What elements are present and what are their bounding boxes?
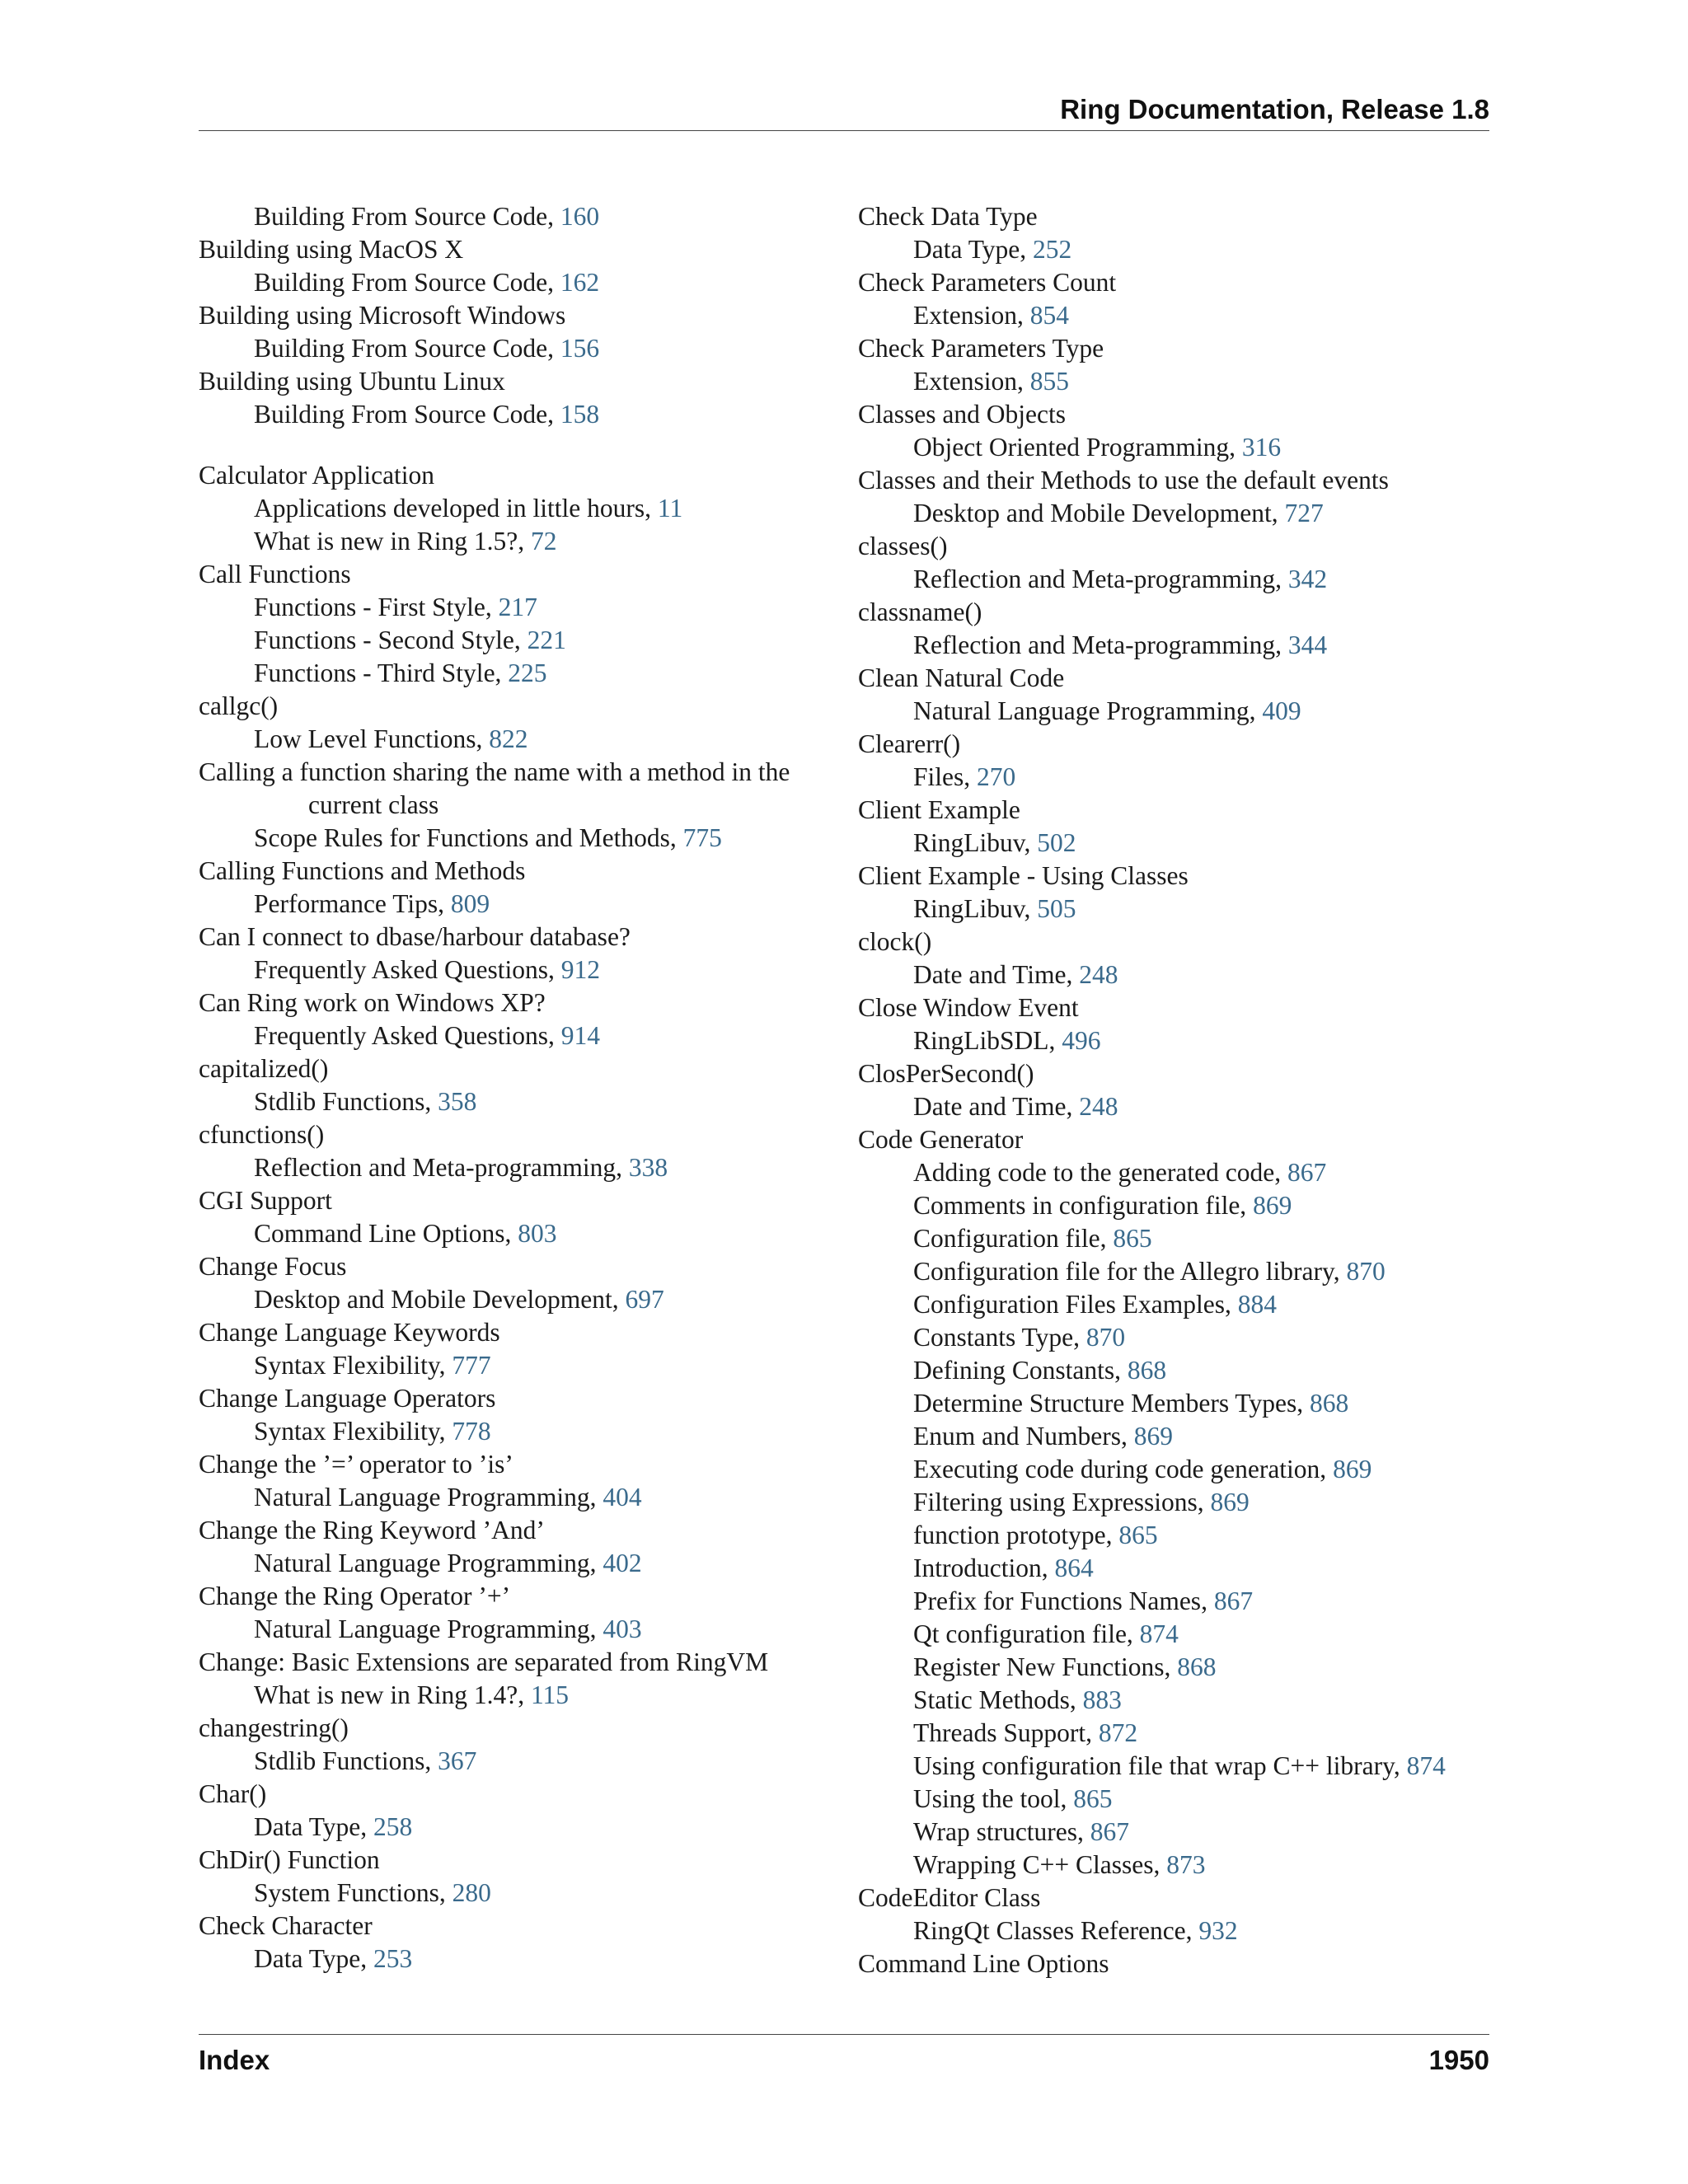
subentry-label: Files, (913, 762, 978, 791)
page-link[interactable]: 777 (452, 1351, 491, 1380)
subentry-label: Adding code to the generated code, (913, 1158, 1287, 1187)
index-entry (199, 1316, 842, 1382)
index-subentry (199, 200, 842, 233)
subentry-label: Date and Time, (913, 960, 1080, 989)
index-subentry (858, 299, 1493, 332)
index-entry (858, 926, 1493, 991)
subentry-label: Desktop and Mobile Development, (913, 499, 1285, 527)
subentry-label: What is new in Ring 1.4?, (254, 1680, 531, 1709)
index-subentry (858, 1420, 1493, 1453)
page-link[interactable]: 803 (518, 1219, 557, 1248)
page-link[interactable]: 883 (1082, 1685, 1122, 1714)
subentry-label: Stdlib Functions, (254, 1087, 438, 1116)
page-link[interactable]: 867 (1287, 1158, 1327, 1187)
subentry-label: Frequently Asked Questions, (254, 1021, 561, 1050)
index-subentry (199, 1481, 842, 1514)
subentry-label: Building From Source Code, (254, 202, 560, 231)
index-entry (199, 1250, 842, 1316)
page-link[interactable]: 775 (682, 823, 722, 852)
index-entry (858, 398, 1493, 464)
index-subentry (858, 827, 1493, 860)
index-topic: Check Data Type (858, 202, 1038, 231)
index-subentry (858, 1783, 1493, 1816)
index-subentry (199, 1019, 842, 1052)
subentry-label: Object Oriented Programming, (913, 433, 1242, 462)
index-subentry (858, 629, 1493, 662)
subentry-label: Functions - Second Style, (254, 626, 528, 654)
index-entry (199, 233, 842, 299)
index-entry (858, 1123, 1493, 1882)
footer-page-number: 1950 (1428, 2045, 1489, 2075)
index-topic: ChDir() Function (199, 1845, 380, 1874)
index-subentry (858, 1486, 1493, 1519)
index-topic: classes() (858, 532, 948, 560)
page-link[interactable]: 727 (1284, 499, 1324, 527)
index-entry (199, 558, 842, 690)
index-subentry (858, 1750, 1493, 1783)
index-subentry (858, 1156, 1493, 1189)
index-subentry (199, 266, 842, 299)
index-entry (858, 596, 1493, 662)
page-link[interactable]: 869 (1333, 1455, 1372, 1483)
index-topic: Calling a function sharing the name with a method in the (199, 757, 790, 786)
page-link[interactable]: 358 (438, 1087, 477, 1116)
page-link[interactable]: 865 (1118, 1521, 1158, 1549)
index-subentry (858, 1717, 1493, 1750)
subentry-label: Configuration file for the Allegro library, (913, 1257, 1347, 1286)
page-link[interactable]: 912 (560, 955, 600, 984)
index-subentry (199, 1085, 842, 1118)
index-subentry (858, 497, 1493, 530)
index-subentry (199, 1679, 842, 1712)
page-link[interactable]: 162 (560, 268, 600, 297)
page-link[interactable]: 338 (628, 1153, 668, 1182)
page-link[interactable]: 809 (450, 889, 490, 918)
index-entry (199, 459, 842, 558)
subentry-label: Extension, (913, 301, 1030, 330)
index-topic: CGI Support (199, 1186, 332, 1215)
index-topic-continuation: current class (308, 790, 439, 819)
index-entry (199, 1514, 842, 1580)
index-subentry (199, 1217, 842, 1250)
subentry-label: RingQt Classes Reference, (913, 1916, 1199, 1945)
index-subentry (858, 563, 1493, 596)
index-entry (199, 987, 842, 1052)
subentry-label: Qt configuration file, (913, 1619, 1140, 1648)
index-topic: Clean Natural Code (858, 663, 1065, 692)
index-subentry (199, 954, 842, 987)
index-column-right (858, 200, 1493, 1980)
subentry-label: Building From Source Code, (254, 334, 560, 363)
index-subentry (199, 1811, 842, 1844)
index-entry (858, 662, 1493, 728)
index-entry (858, 1882, 1493, 1947)
index-entry (199, 1184, 842, 1250)
subentry-label: Reflection and Meta-programming, (913, 630, 1288, 659)
index-entry (199, 1844, 842, 1910)
subentry-label: Low Level Functions, (254, 724, 490, 753)
index-subentry (858, 1585, 1493, 1618)
subentry-label: Date and Time, (913, 1092, 1080, 1121)
index-subentry (199, 591, 842, 624)
index-subentry (858, 1453, 1493, 1486)
index-topic: Change the Ring Operator ’+’ (199, 1582, 511, 1610)
index-subentry (858, 1816, 1493, 1849)
index-subentry (858, 1090, 1493, 1123)
page-link[interactable]: 158 (560, 400, 600, 429)
page-link[interactable]: 402 (603, 1549, 642, 1577)
page-link[interactable]: 869 (1133, 1422, 1173, 1451)
page-link[interactable]: 502 (1037, 828, 1076, 857)
index-topic: Change Focus (199, 1252, 347, 1281)
index-entry (199, 1448, 842, 1514)
page-link[interactable]: 778 (452, 1417, 491, 1446)
subentry-label: Introduction, (913, 1554, 1055, 1582)
index-topic: Change Language Operators (199, 1384, 496, 1413)
page-link[interactable]: 248 (1079, 1092, 1118, 1121)
index-topic: Change the Ring Keyword ’And’ (199, 1516, 545, 1544)
index-topic: clock() (858, 927, 932, 956)
index-topic: Call Functions (199, 560, 351, 588)
index-topic: capitalized() (199, 1054, 329, 1083)
subentry-label: Scope Rules for Functions and Methods, (254, 823, 683, 852)
page-link[interactable]: 869 (1210, 1488, 1250, 1516)
index-topic: changestring() (199, 1713, 349, 1742)
index-topic: Classes and Objects (858, 400, 1066, 429)
index-entry (199, 200, 842, 233)
page-link[interactable]: 870 (1085, 1323, 1126, 1352)
index-subentry (858, 1849, 1493, 1882)
index-subentry (858, 1651, 1493, 1684)
index-topic: Check Parameters Type (858, 334, 1104, 363)
index-entry (858, 464, 1493, 530)
page-link[interactable]: 270 (977, 762, 1016, 791)
page-link[interactable]: 115 (530, 1680, 570, 1709)
index-entry (199, 1580, 842, 1646)
subentry-label: System Functions, (254, 1878, 452, 1907)
subentry-label: Command Line Options, (254, 1219, 518, 1248)
page-link[interactable]: 248 (1079, 960, 1118, 989)
index-subentry (858, 1255, 1493, 1288)
index-topic: Command Line Options (858, 1949, 1109, 1978)
index-subentry (199, 624, 842, 657)
index-subentry (858, 1519, 1493, 1552)
index-entry (858, 991, 1493, 1057)
index-topic: cfunctions() (199, 1120, 325, 1149)
subentry-label: Natural Language Programming, (254, 1483, 603, 1511)
page-link[interactable]: 884 (1237, 1290, 1277, 1319)
index-topic: Can Ring work on Windows XP? (199, 988, 546, 1017)
page-link[interactable]: 342 (1287, 565, 1328, 593)
subentry-label: Using configuration file that wrap C++ library, (913, 1751, 1407, 1780)
index-topic: Clearerr() (858, 729, 961, 758)
index-subentry (858, 1684, 1493, 1717)
index-entry (199, 299, 842, 365)
index-topic: Classes and their Methods to use the default events (858, 466, 1389, 494)
index-entry (199, 1646, 842, 1712)
subentry-label: Register New Functions, (913, 1652, 1178, 1681)
index-subentry (199, 1415, 842, 1448)
subentry-label: Building From Source Code, (254, 400, 560, 429)
index-entry (199, 1052, 842, 1118)
index-subentry (858, 431, 1493, 464)
subentry-label: Comments in configuration file, (913, 1191, 1254, 1220)
index-subentry (199, 1547, 842, 1580)
page-link[interactable]: 867 (1090, 1817, 1130, 1846)
index-topic: Change Language Keywords (199, 1318, 500, 1347)
subentry-label: Filtering using Expressions, (913, 1488, 1211, 1516)
index-topic: ClosPerSecond() (858, 1059, 1034, 1088)
page-link[interactable]: 864 (1054, 1554, 1094, 1582)
subentry-label: Reflection and Meta-programming, (913, 565, 1288, 593)
subentry-label: Wrapping C++ Classes, (913, 1850, 1167, 1879)
index-entry (858, 332, 1493, 398)
page-link[interactable]: 855 (1029, 367, 1069, 396)
subentry-label: Desktop and Mobile Development, (254, 1285, 626, 1314)
index-entry (199, 1382, 842, 1448)
index-topic: Calling Functions and Methods (199, 856, 526, 885)
subentry-label: Configuration file, (913, 1224, 1114, 1253)
page-link[interactable]: 156 (560, 334, 600, 363)
page-link[interactable]: 280 (452, 1878, 491, 1907)
subentry-label: Wrap structures, (913, 1817, 1090, 1846)
subentry-label: Defining Constants, (913, 1356, 1128, 1385)
index-subentry (858, 233, 1493, 266)
page-header (199, 92, 1489, 131)
index-subentry (199, 1151, 842, 1184)
index-subentry (858, 1321, 1493, 1354)
subentry-label: Natural Language Programming, (254, 1615, 603, 1643)
index-entry (858, 530, 1493, 596)
page-link[interactable]: 404 (603, 1483, 642, 1511)
index-topic: Change the ’=’ operator to ’is’ (199, 1450, 513, 1479)
index-subentry (858, 1288, 1493, 1321)
index-subentry (199, 888, 842, 921)
page-link[interactable]: 914 (560, 1021, 600, 1050)
subentry-label: Stdlib Functions, (254, 1746, 438, 1775)
index-topic: Client Example (858, 795, 1020, 824)
page-link[interactable]: 258 (373, 1812, 413, 1841)
page-link[interactable]: 11 (657, 494, 683, 523)
page-link[interactable]: 868 (1177, 1652, 1217, 1681)
index-subentry (199, 492, 842, 525)
index-subentry (858, 893, 1493, 926)
page-link[interactable]: 865 (1113, 1224, 1152, 1253)
index-subentry (858, 1915, 1493, 1947)
index-entry (858, 860, 1493, 926)
index-entry (199, 690, 842, 756)
page-link[interactable]: 221 (527, 626, 566, 654)
page-link[interactable]: 873 (1166, 1850, 1206, 1879)
index-topic: Char() (199, 1779, 267, 1808)
page-link[interactable]: 870 (1346, 1257, 1386, 1286)
index-entry (199, 756, 842, 855)
index-topic: callgc() (199, 691, 279, 720)
index-subentry (858, 1024, 1493, 1057)
subentry-label: Natural Language Programming, (913, 696, 1263, 725)
index-subentry (858, 1387, 1493, 1420)
subentry-label: Syntax Flexibility, (254, 1417, 452, 1446)
index-entry (199, 1118, 842, 1184)
subentry-label: Performance Tips, (254, 889, 451, 918)
index-entry (199, 1910, 842, 1975)
subentry-label: RingLibSDL, (913, 1026, 1062, 1055)
subentry-label: function prototype, (913, 1521, 1119, 1549)
subentry-label: Building From Source Code, (254, 268, 560, 297)
index-topic: Calculator Application (199, 461, 435, 490)
subentry-label: Static Methods, (913, 1685, 1083, 1714)
subentry-label: Data Type, (254, 1944, 374, 1973)
page-link[interactable]: 344 (1287, 630, 1328, 659)
index-subentry (858, 1189, 1493, 1222)
subentry-label: Data Type, (254, 1812, 374, 1841)
subentry-label: Executing code during code generation, (913, 1455, 1334, 1483)
subentry-label: RingLibuv, (913, 894, 1038, 923)
page-footer (199, 2034, 1489, 2075)
subentry-label: What is new in Ring 1.5?, (254, 527, 531, 555)
page-link[interactable]: 253 (373, 1944, 413, 1973)
index-entry (858, 794, 1493, 860)
subentry-label: RingLibuv, (913, 828, 1038, 857)
subentry-label: Prefix for Functions Names, (913, 1586, 1214, 1615)
index-subentry (199, 657, 842, 690)
index-topic: Check Parameters Count (858, 268, 1117, 297)
index-topic: CodeEditor Class (858, 1883, 1041, 1912)
index-entry (199, 1778, 842, 1844)
subentry-label: Data Type, (913, 235, 1034, 264)
subentry-label: Applications developed in little hours, (254, 494, 658, 523)
index-entry (199, 365, 842, 431)
subentry-label: Determine Structure Members Types, (913, 1389, 1310, 1418)
page-link[interactable]: 505 (1037, 894, 1076, 923)
index-topic: classname() (858, 598, 982, 626)
index-entry (858, 728, 1493, 794)
subentry-label: Configuration Files Examples, (913, 1290, 1238, 1319)
index-subentry (858, 365, 1493, 398)
document-title: Ring Documentation, Release 1.8 (1060, 94, 1489, 124)
subentry-label: Frequently Asked Questions, (254, 955, 561, 984)
index-subentry (199, 398, 842, 431)
page-link[interactable]: 225 (508, 658, 547, 687)
index-subentry (199, 525, 842, 558)
page-link[interactable]: 865 (1073, 1784, 1113, 1813)
footer-section-label: Index (199, 2045, 270, 2075)
page-link[interactable]: 697 (625, 1285, 664, 1314)
index-topic: Can I connect to dbase/harbour database? (199, 922, 631, 951)
page-link[interactable]: 252 (1033, 235, 1072, 264)
index-subentry (858, 1552, 1493, 1585)
subentry-label: Reflection and Meta-programming, (254, 1153, 629, 1182)
index-entry (858, 1057, 1493, 1123)
index-subentry (199, 1613, 842, 1646)
subentry-label: Enum and Numbers, (913, 1422, 1134, 1451)
page-link[interactable]: 316 (1241, 433, 1282, 462)
index-subentry (858, 761, 1493, 794)
page-link[interactable]: 160 (560, 202, 600, 231)
index-topic: Change: Basic Extensions are separated from RingVM (199, 1647, 769, 1676)
index-entry (199, 921, 842, 987)
index-topic: Building using Microsoft Windows (199, 301, 566, 330)
index-subentry (199, 723, 842, 756)
index-topic: Client Example - Using Classes (858, 861, 1189, 890)
subentry-label: Extension, (913, 367, 1030, 396)
index-topic: Code Generator (858, 1125, 1024, 1154)
subentry-label: Using the tool, (913, 1784, 1074, 1813)
index-subentry (858, 958, 1493, 991)
page-link[interactable]: 217 (498, 593, 537, 621)
subentry-label: Functions - Third Style, (254, 658, 509, 687)
index-topic: Building using MacOS X (199, 235, 464, 264)
page-link[interactable]: 932 (1198, 1916, 1238, 1945)
index-subentry (199, 1877, 842, 1910)
index-subentry (199, 1943, 842, 1975)
index-entry (858, 200, 1493, 266)
page-link[interactable]: 409 (1262, 696, 1301, 725)
index-entry (858, 266, 1493, 332)
subentry-label: Functions - First Style, (254, 593, 499, 621)
page-link[interactable]: 72 (530, 527, 557, 555)
index-column-left (199, 200, 842, 1975)
page-link[interactable]: 867 (1213, 1586, 1254, 1615)
index-topic: Close Window Event (858, 993, 1079, 1022)
subentry-label: Constants Type, (913, 1323, 1086, 1352)
index-subentry (199, 332, 842, 365)
index-topic: Building using Ubuntu Linux (199, 367, 505, 396)
subentry-label: Threads Support, (913, 1718, 1099, 1747)
page-link[interactable]: 496 (1062, 1026, 1101, 1055)
page-link[interactable]: 367 (438, 1746, 477, 1775)
page-link[interactable]: 872 (1098, 1718, 1138, 1747)
index-subentry (199, 1349, 842, 1382)
index-entry (199, 1712, 842, 1778)
subentry-label: Natural Language Programming, (254, 1549, 603, 1577)
page-link[interactable]: 403 (603, 1615, 642, 1643)
page-link[interactable]: 868 (1309, 1389, 1349, 1418)
index-entry (858, 1947, 1493, 1980)
page-link[interactable]: 822 (489, 724, 528, 753)
page-link[interactable]: 874 (1139, 1619, 1179, 1648)
index-subentry (858, 1222, 1493, 1255)
index-subentry (199, 1745, 842, 1778)
page-link[interactable]: 874 (1406, 1751, 1446, 1780)
index-topic: Check Character (199, 1911, 373, 1940)
index-subentry (199, 822, 842, 855)
index-subentry (199, 1283, 842, 1316)
index-subentry (858, 695, 1493, 728)
page-link[interactable]: 854 (1029, 301, 1069, 330)
index-subentry (858, 1618, 1493, 1651)
index-subentry (858, 1354, 1493, 1387)
page-link[interactable]: 869 (1253, 1191, 1292, 1220)
subentry-label: Syntax Flexibility, (254, 1351, 452, 1380)
index-entry (199, 855, 842, 921)
page-link[interactable]: 868 (1127, 1356, 1167, 1385)
